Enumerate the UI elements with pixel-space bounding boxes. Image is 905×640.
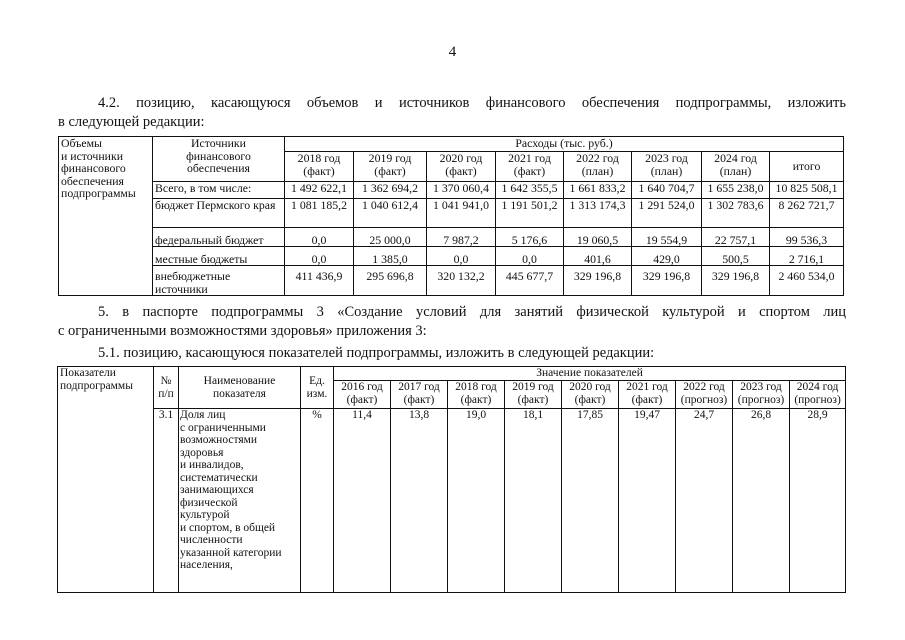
value-cell: 500,5 bbox=[702, 247, 770, 266]
value-cell: 329 196,8 bbox=[564, 266, 632, 296]
name-line: систематически bbox=[180, 471, 258, 484]
header-line: Показатели bbox=[60, 367, 116, 379]
value-cell: 99 536,3 bbox=[770, 228, 844, 247]
table-row bbox=[59, 182, 844, 199]
header-line: финансового bbox=[186, 148, 251, 163]
value-cell: 17,85 bbox=[562, 409, 619, 593]
indicators-table bbox=[57, 366, 846, 593]
year-header bbox=[733, 381, 790, 409]
value-cell: 10 825 508,1 bbox=[770, 182, 844, 199]
year-status: (план) bbox=[719, 163, 752, 178]
value-cell: 19 554,9 bbox=[632, 228, 702, 247]
number-header bbox=[154, 367, 179, 409]
name-line: возможностями bbox=[180, 434, 258, 446]
header-line: изм. bbox=[306, 387, 328, 400]
value-cell: 13,8 bbox=[391, 409, 448, 593]
value-cell: 22 757,1 bbox=[702, 228, 770, 247]
value-cell: 19 060,5 bbox=[564, 228, 632, 247]
source-cell: местные бюджеты bbox=[153, 247, 285, 266]
name-line: указанной категории bbox=[180, 546, 282, 559]
year-header bbox=[632, 152, 702, 182]
value-cell: 7 987,2 bbox=[427, 228, 496, 247]
year-status: (прогноз) bbox=[737, 393, 785, 406]
name-line: занимающихся bbox=[180, 484, 254, 496]
value-cell: 1 640 704,7 bbox=[632, 182, 702, 199]
year-status: (прогноз) bbox=[794, 393, 841, 406]
value-cell: 26,8 bbox=[733, 409, 790, 593]
value-cell: 401,6 bbox=[564, 247, 632, 266]
value-cell: 18,1 bbox=[505, 409, 562, 593]
name-line: и спортом, в общей bbox=[180, 521, 276, 534]
header-line: финансового bbox=[61, 161, 126, 175]
value-cell: 25 000,0 bbox=[354, 228, 427, 247]
year-status: (факт) bbox=[574, 393, 606, 406]
value-cell: 0,0 bbox=[496, 247, 564, 266]
name-line: с ограниченными bbox=[180, 421, 266, 434]
value-cell: 1 040 612,4 bbox=[354, 199, 427, 228]
page-number: 4 bbox=[448, 44, 457, 60]
year-status: (факт) bbox=[346, 393, 378, 406]
value-cell: 320 132,2 bbox=[427, 266, 496, 296]
year-header bbox=[285, 152, 354, 182]
table-row bbox=[59, 247, 844, 266]
value-cell: 1 362 694,2 bbox=[354, 182, 427, 199]
source-cell: федеральный бюджет bbox=[153, 228, 285, 247]
year-label: 2019 год bbox=[512, 381, 554, 393]
indicator-name bbox=[179, 409, 301, 593]
value-cell: 445 677,7 bbox=[496, 266, 564, 296]
year-status: (факт) bbox=[403, 393, 435, 406]
value-cell: 1 041 941,0 bbox=[427, 199, 496, 228]
value-cell: 0,0 bbox=[285, 247, 354, 266]
values-header: Значение показателей bbox=[334, 367, 846, 381]
year-status: (факт) bbox=[517, 393, 549, 406]
value-cell: 329 196,8 bbox=[702, 266, 770, 296]
year-label: 2022 год bbox=[683, 381, 725, 393]
value-cell: 24,7 bbox=[676, 409, 733, 593]
value-cell: 1 081 185,2 bbox=[285, 199, 354, 228]
name-line: и инвалидов, bbox=[180, 459, 244, 471]
value-cell: 329 196,8 bbox=[632, 266, 702, 296]
header-line: Объемы bbox=[61, 136, 102, 150]
paragraph-5-1: 5.1. позицию, касающуюся показателей подпрограммы, изложить в следующей редакции: bbox=[98, 345, 655, 361]
header-line: обеспечения bbox=[187, 161, 250, 175]
value-cell: 1 191 501,2 bbox=[496, 199, 564, 228]
value-cell: 0,0 bbox=[285, 228, 354, 247]
table-row bbox=[58, 409, 846, 593]
year-header bbox=[564, 152, 632, 182]
value-cell: 1 370 060,4 bbox=[427, 182, 496, 199]
header-line: подпрограммы bbox=[61, 186, 136, 200]
name-line: численности bbox=[180, 534, 243, 546]
value-cell: 1 291 524,0 bbox=[632, 199, 702, 228]
year-header bbox=[391, 381, 448, 409]
year-label: 2023 год bbox=[645, 151, 688, 165]
year-header bbox=[676, 381, 733, 409]
value-cell: 2 716,1 bbox=[770, 247, 844, 266]
table-row bbox=[59, 199, 844, 228]
name-line: здоровья bbox=[180, 446, 224, 459]
name-line: культурой bbox=[180, 509, 230, 521]
year-label: 2020 год bbox=[569, 381, 611, 393]
year-label: 2016 год bbox=[341, 381, 383, 393]
year-status: (план) bbox=[581, 163, 614, 178]
source-cell: Всего, в том числе: bbox=[153, 182, 285, 199]
row-number: 3.1 bbox=[154, 409, 179, 593]
year-header bbox=[496, 152, 564, 182]
name-line: Доля лиц bbox=[180, 409, 226, 421]
year-header bbox=[427, 152, 496, 182]
indicator-name-header bbox=[179, 367, 301, 409]
year-header bbox=[505, 381, 562, 409]
source-cell: бюджет Пермского края bbox=[153, 199, 285, 228]
value-cell: 411 436,9 bbox=[285, 266, 354, 296]
volumes-sources-header-cell bbox=[59, 137, 153, 296]
value-cell: 5 176,6 bbox=[496, 228, 564, 247]
year-status: (факт) bbox=[445, 163, 477, 178]
paragraph-5-continued: с ограниченными возможностями здоровья» приложения 3: bbox=[58, 323, 427, 339]
year-header bbox=[562, 381, 619, 409]
paragraph-5: 5. в паспорте подпрограммы 3 «Создание условий для занятий физической культурой и спортом лиц bbox=[98, 304, 846, 320]
name-line: физической bbox=[180, 496, 238, 509]
total-header: итого bbox=[770, 152, 844, 182]
year-header bbox=[354, 152, 427, 182]
header-line: Наименование bbox=[203, 375, 276, 387]
value-cell: 1 313 174,3 bbox=[564, 199, 632, 228]
year-label: 2022 год bbox=[576, 151, 619, 165]
value-cell: 1 661 833,2 bbox=[564, 182, 632, 199]
name-line: населения, bbox=[180, 559, 233, 571]
year-label: 2018 год bbox=[455, 381, 497, 393]
header-line: показателя bbox=[213, 387, 266, 400]
year-header bbox=[619, 381, 676, 409]
value-cell: 2 460 534,0 bbox=[770, 266, 844, 296]
year-header bbox=[702, 152, 770, 182]
year-label: 2024 год bbox=[796, 381, 839, 393]
year-label: 2021 год bbox=[626, 381, 668, 393]
source-cell: внебюджетные источники bbox=[153, 266, 285, 296]
year-label: 2018 год bbox=[297, 151, 341, 165]
value-cell: 1 492 622,1 bbox=[285, 182, 354, 199]
year-status: (факт) bbox=[631, 393, 663, 406]
value-cell: 19,47 bbox=[619, 409, 676, 593]
year-label: 2017 год bbox=[398, 381, 440, 393]
year-status: (факт) bbox=[303, 163, 335, 178]
year-header bbox=[448, 381, 505, 409]
value-cell: 19,0 bbox=[448, 409, 505, 593]
header-line: п/п bbox=[158, 387, 174, 400]
table-row bbox=[59, 228, 844, 247]
year-label: 2019 год bbox=[368, 151, 412, 165]
value-cell: 8 262 721,7 bbox=[770, 199, 844, 228]
header-line: Источники bbox=[191, 136, 246, 150]
year-status: (факт) bbox=[460, 393, 492, 406]
header-line: № bbox=[160, 375, 172, 387]
value-cell: 295 696,8 bbox=[354, 266, 427, 296]
year-label: 2021 год bbox=[508, 151, 551, 165]
header-line: обеспечения bbox=[61, 173, 124, 188]
value-cell: 28,9 bbox=[790, 409, 846, 593]
year-status: (план) bbox=[650, 163, 683, 178]
unit-header bbox=[301, 367, 334, 409]
header-line: и источники bbox=[61, 148, 124, 163]
paragraph-4-2: 4.2. позицию, касающуюся объемов и источников финансового обеспечения подпрограммы, изложить bbox=[98, 95, 846, 111]
year-status: (прогноз) bbox=[680, 393, 728, 406]
indicators-header-cell bbox=[58, 367, 154, 593]
paragraph-4-2-continued: в следующей редакции: bbox=[58, 114, 205, 130]
header-line: подпрограммы bbox=[60, 379, 133, 392]
value-cell: 0,0 bbox=[427, 247, 496, 266]
value-cell: 1 655 238,0 bbox=[702, 182, 770, 199]
expenses-header: Расходы (тыс. руб.) bbox=[285, 137, 844, 152]
value-cell: 429,0 bbox=[632, 247, 702, 266]
year-header bbox=[790, 381, 846, 409]
year-label: 2024 год bbox=[714, 151, 757, 165]
value-cell: 1 302 783,6 bbox=[702, 199, 770, 228]
value-cell: 11,4 bbox=[334, 409, 391, 593]
table-row bbox=[59, 266, 844, 296]
year-label: 2020 год bbox=[439, 151, 483, 165]
year-label: 2023 год bbox=[740, 381, 782, 393]
financing-table bbox=[58, 136, 844, 296]
header-line: Ед. bbox=[309, 375, 325, 387]
unit-cell: % bbox=[301, 409, 334, 593]
value-cell: 1 385,0 bbox=[354, 247, 427, 266]
value-cell: 1 642 355,5 bbox=[496, 182, 564, 199]
year-header bbox=[334, 381, 391, 409]
sources-header-cell bbox=[153, 137, 285, 182]
year-status: (факт) bbox=[513, 163, 546, 178]
year-status: (факт) bbox=[374, 163, 406, 178]
